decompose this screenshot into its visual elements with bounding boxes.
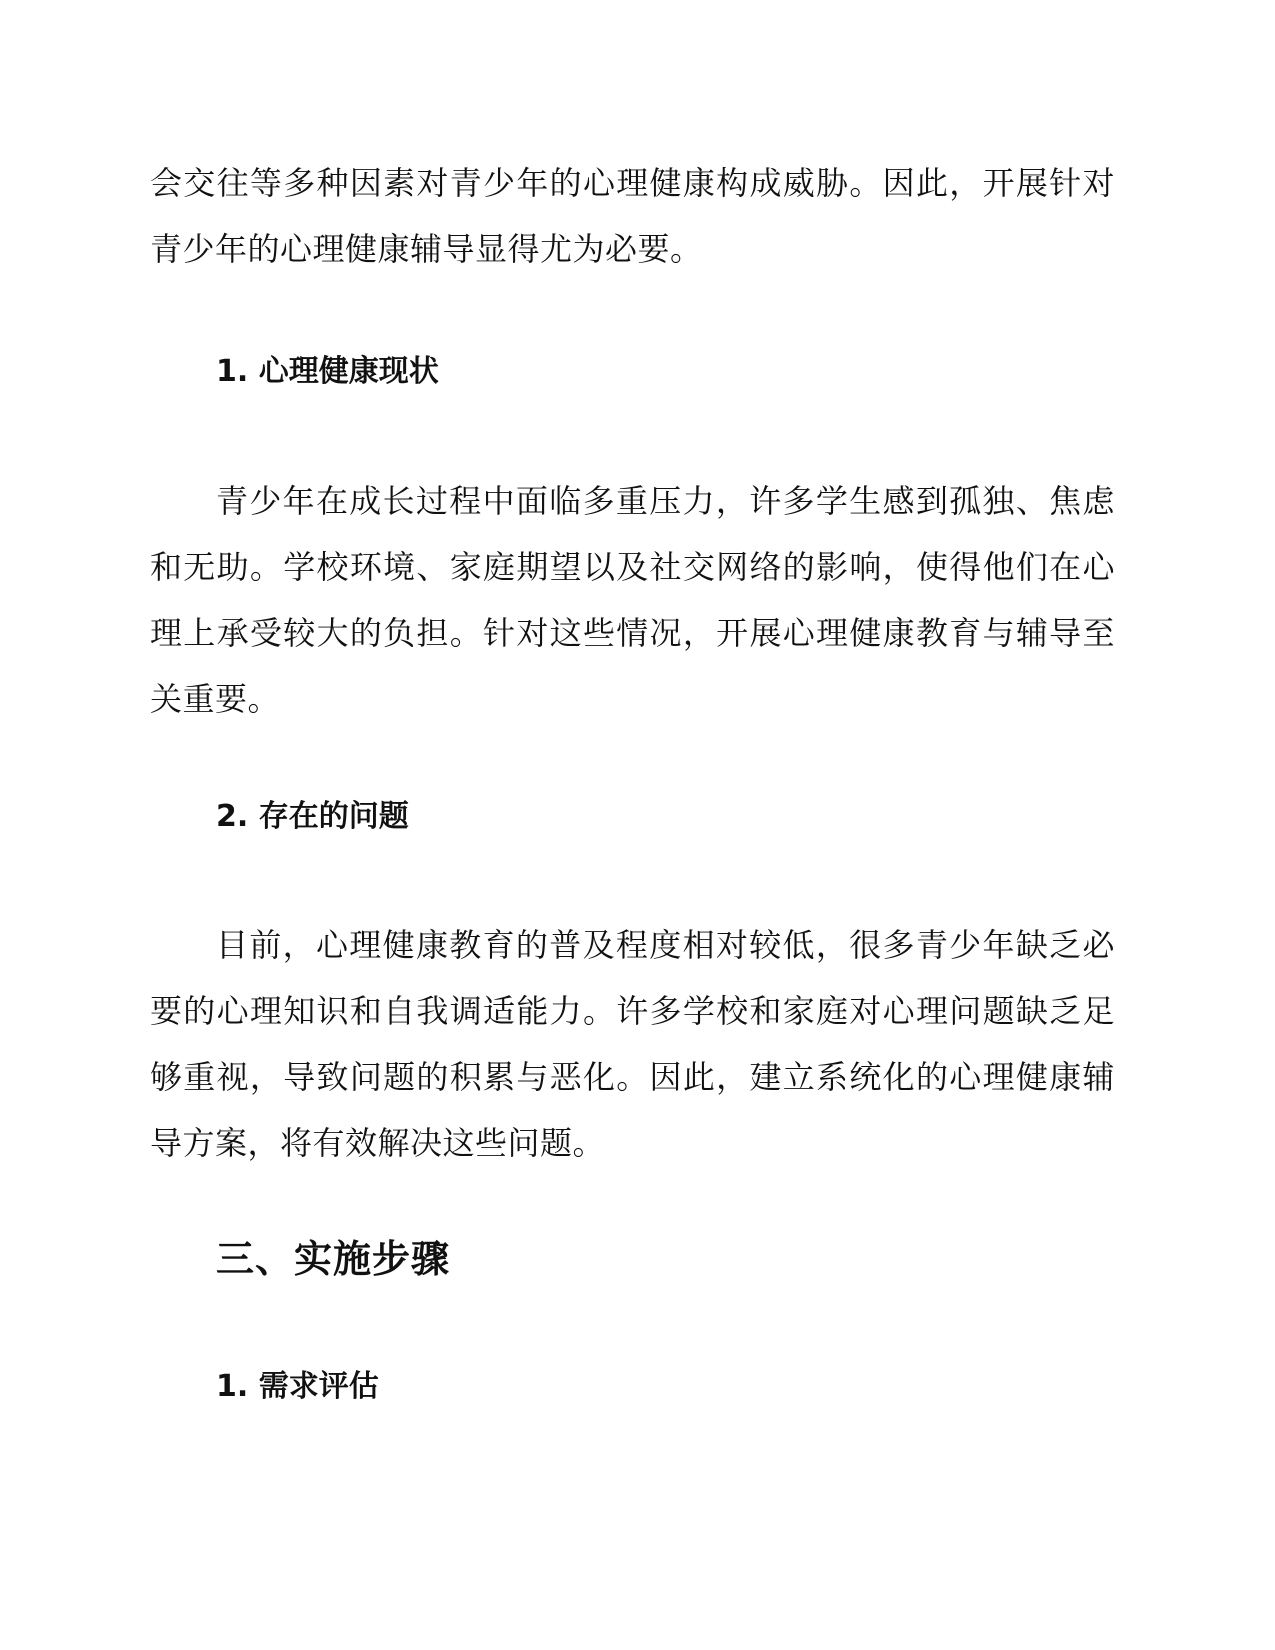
subheading-mental-health-status: 1. 心理健康现状 bbox=[216, 354, 439, 389]
section-heading-implementation-steps: 三、实施步骤 bbox=[216, 1237, 451, 1281]
mental-health-status-paragraph: 青少年在成长过程中面临多重压力，许多学生感到孤独、焦虑和无助。学校环境、家庭期望以及社交网络的影响，使得他们在心理上承受较大的负担。针对这些情况，开展心理健康教育与辅导至关重要。 bbox=[150, 482, 1115, 718]
subheading-needs-assessment: 1. 需求评估 bbox=[216, 1369, 379, 1404]
subheading-existing-problems: 2. 存在的问题 bbox=[216, 799, 409, 834]
intro-paragraph: 会交往等多种因素对青少年的心理健康构成威胁。因此，开展针对青少年的心理健康辅导显得尤为必要。 bbox=[150, 164, 1115, 268]
existing-problems-paragraph: 目前，心理健康教育的普及程度相对较低，很多青少年缺乏必要的心理知识和自我调适能力。许多学校和家庭对心理问题缺乏足够重视，导致问题的积累与恶化。因此，建立系统化的心理健康辅导方案，将有效解决这些问题。 bbox=[150, 926, 1115, 1162]
